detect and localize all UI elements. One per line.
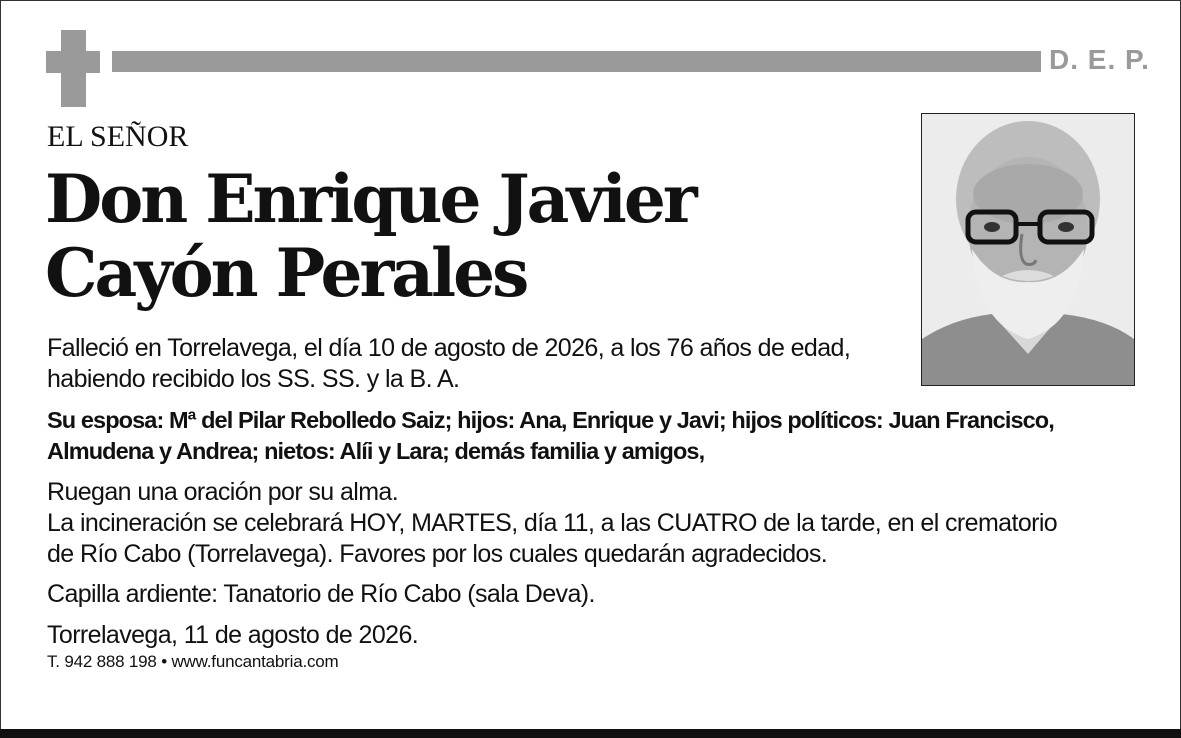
cross-icon-arm	[46, 51, 100, 73]
place-date: Torrelavega, 11 de agosto de 2026.	[47, 621, 419, 649]
ceremony-line-1: Ruegan una oración por su alma.	[47, 478, 399, 506]
deceased-name	[45, 162, 905, 310]
contact-info: T. 942 888 198 • www.funcantabria.com	[47, 652, 339, 671]
dep-label: D. E. P.	[1049, 44, 1150, 75]
family-line-1: Su esposa: Mª del Pilar Rebolledo Saiz; hijos: Ana, Enrique y Javi; hijos políticos: Juan Francisco,	[47, 407, 1054, 433]
portrait-photo	[921, 113, 1135, 386]
family-line-2: Almudena y Andrea; nietos: Alíi y Lara; demás familia y amigos,	[47, 438, 705, 464]
ceremony-line-3: de Río Cabo (Torrelavega). Favores por los cuales quedarán agradecidos.	[47, 540, 828, 568]
portrait-image	[922, 114, 1134, 385]
header-rule	[112, 51, 1041, 72]
honorific: EL SEÑOR	[47, 120, 189, 153]
ceremony-line-2: La incineración se celebrará HOY, MARTES, día 11, a las CUATRO de la tarde, en el crematorio	[47, 509, 1058, 537]
death-line-2: habiendo recibido los SS. SS. y la B. A.	[47, 365, 460, 393]
death-line-1: Falleció en Torrelavega, el día 10 de agosto de 2026, a los 76 años de edad,	[47, 334, 851, 362]
name-line-2: Cayón Perales	[45, 234, 527, 312]
chapel-info: Capilla ardiente: Tanatorio de Río Cabo (sala Deva).	[47, 580, 595, 608]
name-line-1: Don Enrique Javier	[45, 160, 695, 238]
bottom-bar	[0, 729, 1181, 738]
